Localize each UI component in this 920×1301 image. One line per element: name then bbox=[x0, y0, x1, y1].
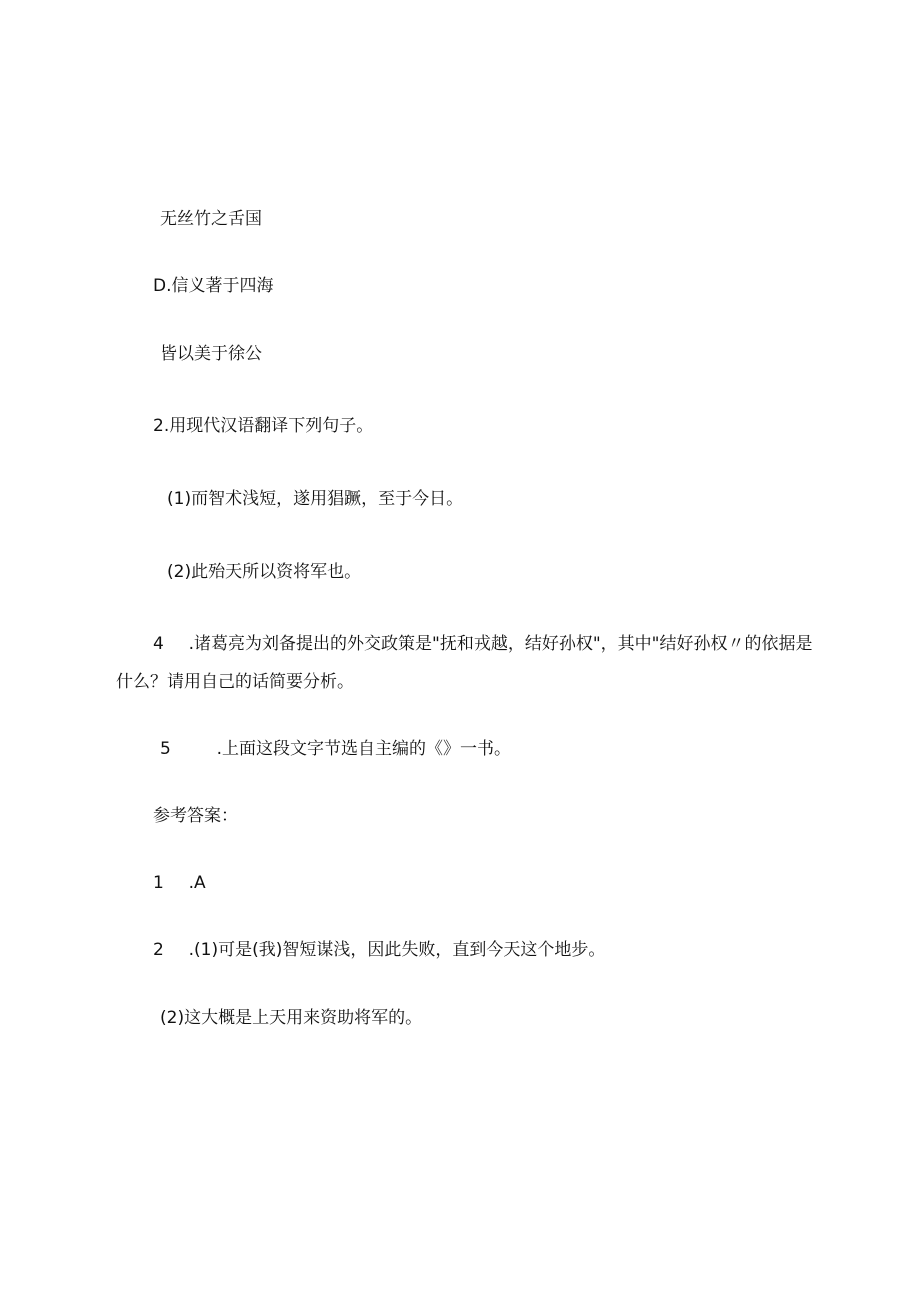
answer-2-sentence-2: (2)这大概是上天用来资助将军的。 bbox=[160, 1008, 423, 1028]
question-5 bbox=[160, 737, 511, 761]
answer-2-text: .(1)可是(我)智短谋浅，因此失败，直到今天这个地步。 bbox=[188, 940, 606, 960]
option-c-sentence: 无丝竹之舌国 bbox=[160, 209, 262, 229]
question-4-number: 4 bbox=[153, 634, 164, 654]
option-d-line1: D.信义著于四海 bbox=[153, 276, 274, 296]
answers-heading: 参考答案： bbox=[153, 806, 238, 826]
question-4 bbox=[153, 632, 813, 656]
answer-2 bbox=[153, 938, 605, 962]
question-2-sentence-2: (2)此殆天所以资将军也。 bbox=[167, 562, 362, 582]
question-2: 2.用现代汉语翻译下列句子。 bbox=[153, 416, 374, 436]
answer-1-number: 1 bbox=[153, 873, 164, 893]
question-5-text: .上面这段文字节选自主编的《》一书。 bbox=[216, 739, 512, 759]
answer-1 bbox=[153, 871, 206, 895]
question-4-text: .诸葛亮为刘备提出的外交政策是"抚和戎越，结好孙权"，其中"结好孙权〃的依据是 bbox=[188, 634, 813, 654]
option-d-line2: 皆以美于徐公 bbox=[160, 344, 262, 364]
answer-1-text: .A bbox=[188, 873, 206, 893]
question-5-number: 5 bbox=[160, 739, 171, 759]
answer-2-number: 2 bbox=[153, 940, 164, 960]
question-2-sentence-1: (1)而智术浅短，遂用猖蹶，至于今日。 bbox=[167, 489, 464, 509]
question-4-continued: 什么？请用自己的话简要分析。 bbox=[116, 672, 354, 692]
